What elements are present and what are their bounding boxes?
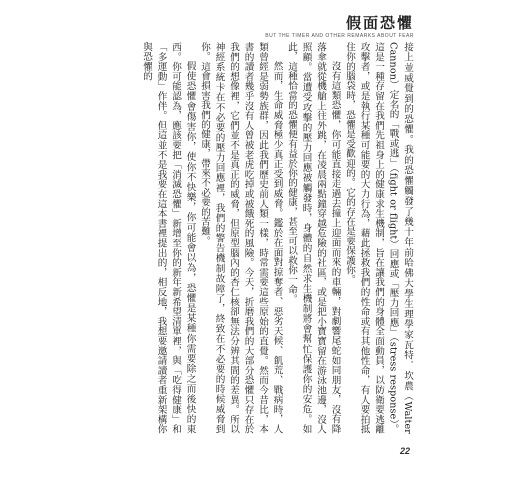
- paragraph-4: 假使恐懼會傷害你，使你不快樂，你可能會以為，恐懼是某種你需要除之而後快的東西。你可能認為，應該要把「消滅恐懼」新增至你的新年新希望清單裡，與「吃得健康」和「多運動」作伴。但這並不是我要在這本書裡提出的，相反地，我想要邀請讀者重新架構你與恐懼的: [141, 42, 196, 434]
- book-page: [96, 14, 414, 456]
- paragraph-3: 然而，生命威脅極少真正受到威脅。鑑於在面對掠奪者、惡劣天候、飢荒、戰病時，人類曾經是弱勢族群，因此我們歷史前人類一樣，時常需要這些原始的直覺。然而今昔比，本書的讀者幾乎沒有人曾被老虎吃掉或被餓死的風險。今天，折磨我們的大部分恐懼只存在於我們的想像裡，它們並不是真正的威脅，但原型腦內的杏仁核卻無法分辨其間的差異。所以神經系統卡在不必要的壓力回應裡，我們的警告機制故障了，終致在不必要的時候威脅到你。這會損害我們的健康，帶來不必要的苦難。: [199, 42, 283, 434]
- body-text: [96, 42, 414, 434]
- book-subtitle: BUT THE TIMER AND OTHER REMARKS ABOUT FEAR: [265, 33, 414, 39]
- running-header: [265, 14, 414, 39]
- paragraph-1: 接上並威覺到的恐懼。我的恐懼觸發了幾十年前哈佛大學生理學家瓦特．坎農（Walter Cannon）定名的「戰或逃」（fight or flight）回應或「壓力回應」（stress response）。這是一種存留在我們先祖身上的健康求生機制，旨在讓我們的身體全面動員，以防衛要逃離攻擊者，或是執行某種可能要的大力行為，藉此拯救我們的性命或有其他性命，有人要拍抵住你的腦袋時，恐懼是受歡迎的。它的存在是要保護你。: [344, 42, 413, 434]
- book-title: 假面恐懼: [345, 14, 414, 32]
- paragraph-2: 沒有這類恐懼，你可能直接走過去撞上迎面而來的車輛，對劇響尾蛇如同朋友，沒有降落傘就從機艙上往外跳，在凌晨兩點鐘穿越危險的社區，或是把小寶寶留在游泳池邊，沒人照顧。當遭受攻擊的壓力回應被觸發時，身體的自然求生機制將會幫忙保護你的安危。如此，這種恰當的恐懼便有益於你的健康，甚至可以救你一命。: [286, 42, 341, 434]
- page-number: 22: [399, 446, 410, 456]
